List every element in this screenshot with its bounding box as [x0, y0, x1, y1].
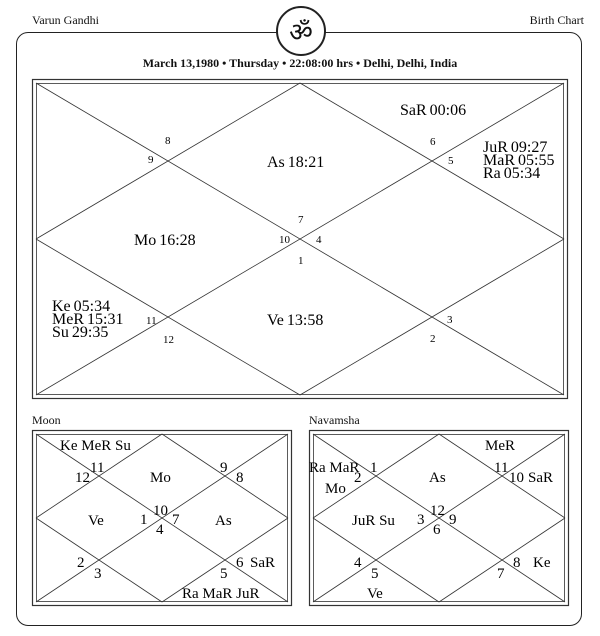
house-number: 8 — [236, 470, 244, 486]
house-number: 10 — [279, 234, 290, 246]
planet-saturn: SaR — [250, 555, 276, 571]
house-number: 7 — [298, 214, 304, 226]
house-number: 2 — [354, 470, 362, 486]
planet-moon: Mo — [325, 481, 346, 497]
house-number: 4 — [316, 234, 322, 246]
house-number: 7 — [172, 512, 180, 528]
planet-saturn: SaR — [528, 470, 554, 486]
planet-ascendant: As — [429, 470, 446, 486]
planets-rahu-mars: Ra MaR — [309, 460, 360, 476]
planet-sun: Su 29:35 — [52, 324, 109, 341]
house-number: 11 — [146, 315, 157, 327]
house-number: 1 — [298, 255, 304, 267]
house-number: 5 — [371, 566, 379, 582]
planet-ketu: Ke 05:34 — [52, 298, 111, 315]
planets-jupiter-sun: JuR Su — [352, 513, 395, 529]
planet-venus: Ve — [367, 586, 383, 602]
house-number: 8 — [513, 555, 521, 571]
planet-mercury: MeR — [485, 438, 515, 454]
house-number: 6 — [236, 555, 244, 571]
planet-rahu: Ra 05:34 — [483, 165, 541, 182]
house-number: 10 — [153, 503, 168, 519]
house-number: 3 — [94, 566, 102, 582]
planet-jupiter: JuR 09:27 — [483, 139, 548, 156]
house-number: 2 — [430, 333, 436, 345]
house-number: 1 — [140, 512, 148, 528]
planet-ascendant: As 18:21 — [267, 154, 325, 171]
house-number: 7 — [497, 566, 505, 582]
chart-title: Birth Chart — [529, 13, 584, 27]
house-number: 10 — [509, 470, 524, 486]
birth-details: March 13,1980 • Thursday • 22:08:00 hrs • Delhi, Delhi, India — [142, 56, 458, 70]
planets-ketu-mercury-sun: Ke MeR Su — [60, 438, 131, 454]
navamsha-chart — [309, 430, 569, 606]
planet-saturn: SaR 00:06 — [400, 102, 467, 119]
house-number: 4 — [354, 555, 362, 571]
house-number: 2 — [77, 555, 85, 571]
planet-moon: Mo — [150, 470, 171, 486]
moon-chart — [32, 430, 292, 606]
house-number: 9 — [220, 460, 228, 476]
planet-ascendant: As — [215, 513, 232, 529]
moon-chart-label: Moon — [32, 413, 61, 427]
house-number: 11 — [494, 460, 509, 476]
house-number: 5 — [220, 566, 228, 582]
planet-mars: MaR 05:55 — [483, 152, 555, 169]
planet-venus: Ve 13:58 — [267, 312, 324, 329]
house-number: 11 — [90, 460, 105, 476]
planet-venus: Ve — [88, 513, 104, 529]
house-number: 12 — [75, 470, 90, 486]
house-number: 4 — [156, 522, 164, 538]
house-number: 12 — [163, 334, 174, 346]
house-number: 5 — [448, 155, 454, 167]
planets-rahu-mars-jupiter: Ra MaR JuR — [182, 586, 260, 602]
house-number: 6 — [433, 522, 441, 538]
main-birth-chart — [32, 79, 568, 399]
house-number: 9 — [148, 154, 154, 166]
house-number: 1 — [370, 460, 378, 476]
native-name: Varun Gandhi — [32, 13, 99, 27]
om-icon: ॐ — [276, 6, 326, 56]
house-number: 12 — [430, 503, 445, 519]
planet-moon: Mo 16:28 — [134, 232, 196, 249]
house-number: 6 — [430, 136, 436, 148]
planet-ketu: Ke — [533, 555, 551, 571]
house-number: 3 — [447, 314, 453, 326]
navamsha-chart-label: Navamsha — [309, 413, 360, 427]
house-number: 8 — [165, 135, 171, 147]
planet-mercury: MeR 15:31 — [52, 311, 124, 328]
house-number: 9 — [449, 512, 457, 528]
house-number: 3 — [417, 512, 425, 528]
